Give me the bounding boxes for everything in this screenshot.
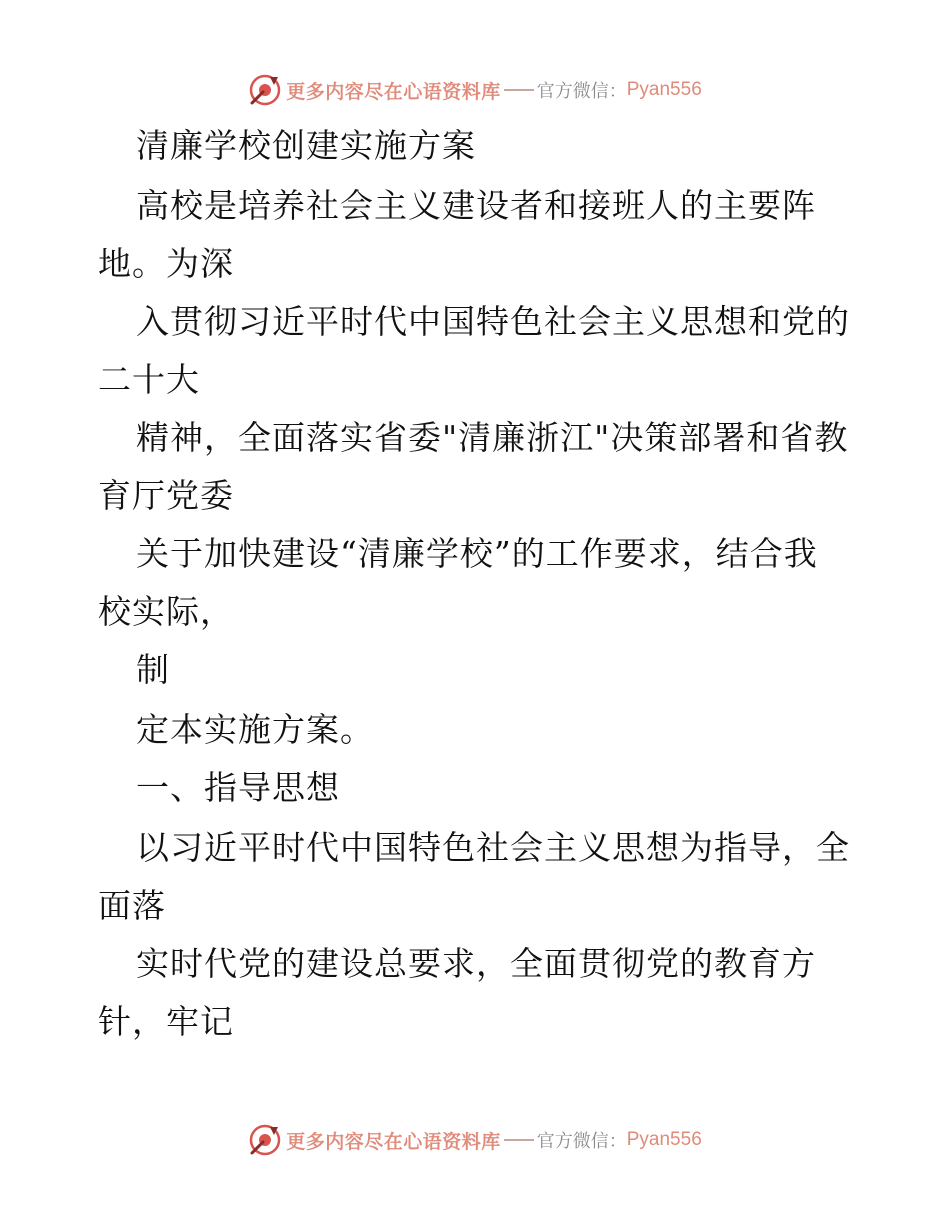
document-line: 育厅党委 [98,476,234,515]
document-line: 二十大 [98,360,200,399]
watermark-label: 官方微信： [536,1131,627,1152]
document-line: 关于加快建设“清廉学校”的工作要求，结合我 [136,534,818,573]
document-line: 入贯彻习近平时代中国特色社会主义思想和党的 [136,302,850,341]
document-line: 面落 [98,886,166,925]
document-line: 针，牢记 [98,1002,234,1041]
watermark-brand: 更多内容尽在心语资料库 [286,1130,501,1153]
document-line: 以习近平时代中国特色社会主义思想为指导，全 [136,828,850,867]
document-line: 高校是培养社会主义建设者和接班人的主要阵 [136,186,816,225]
footer-watermark [0,1120,950,1160]
document-line: 定本实施方案。 [136,710,374,749]
watermark-brand: 更多内容尽在心语资料库 [286,80,501,103]
document-line: 实时代党的建设总要求，全面贯彻党的教育方 [136,944,816,983]
document-line: 地。为深 [98,244,234,283]
watermark-label: 官方微信： [536,81,627,102]
document-title: 清廉学校创建实施方案 [136,126,476,165]
document-line: 精神，全面落实省委"清廉浙江"决策部署和省教 [136,418,849,457]
watermark-divider [504,89,534,91]
watermark-account: Pyan556 [626,1129,702,1150]
header-watermark [0,70,950,110]
watermark-divider [504,1139,534,1141]
document-line: 校实际， [98,592,234,631]
pen-circle-logo-icon [248,1123,282,1157]
section-heading: 一、指导思想 [136,768,340,807]
document-line: 制 [136,650,170,689]
pen-circle-logo-icon [248,73,282,107]
watermark-account: Pyan556 [626,79,702,100]
